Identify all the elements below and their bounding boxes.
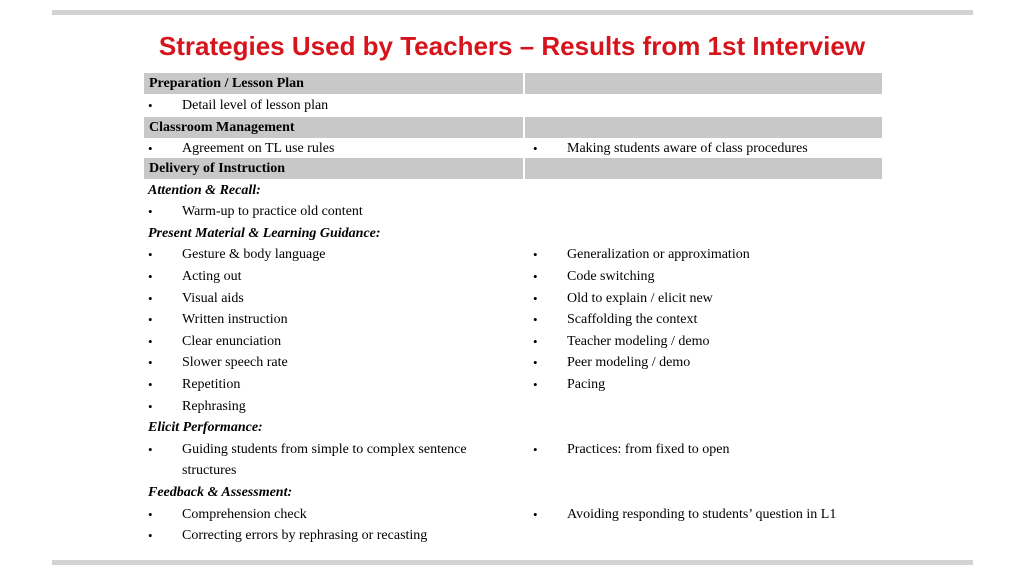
subheading-elicit-performance: Elicit Performance:	[148, 420, 263, 436]
table-row: • Guiding students from simple to complex sentence structures • Practices: from fixed to open	[144, 439, 882, 482]
bullet-icon: •	[148, 333, 153, 349]
bullet-icon: •	[533, 312, 538, 328]
table-row: • Rephrasing	[144, 396, 882, 418]
bullet-icon: •	[533, 441, 538, 457]
bullet-icon: •	[533, 290, 538, 306]
bullet-icon: •	[148, 441, 153, 457]
bullet-icon: •	[148, 290, 153, 306]
bullet-icon: •	[533, 355, 538, 371]
bullet-icon: •	[148, 398, 153, 414]
subheading-attention: Attention & Recall:	[148, 182, 261, 198]
bullet-icon: •	[148, 98, 153, 113]
bullet-icon: •	[148, 528, 153, 544]
table-row: • Clear enunciation • Teacher modeling / demo	[144, 331, 882, 353]
subheading-feedback-assessment: Feedback & Assessment:	[148, 484, 293, 500]
table-row: • Agreement on TL use rules • Making students aware of class procedures	[144, 139, 882, 158]
section-header-preparation: Preparation / Lesson Plan	[144, 73, 882, 95]
table-row: • Warm-up to practice old content	[144, 201, 882, 223]
bullet-icon: •	[533, 506, 538, 522]
section-header-classroom-management: Classroom Management	[144, 117, 882, 139]
bullet-icon: •	[533, 333, 538, 349]
table-row: • Visual aids • Old to explain / elicit new	[144, 288, 882, 310]
bullet-icon: •	[148, 140, 153, 156]
table-row: • Repetition • Pacing	[144, 374, 882, 396]
table-row: • Acting out • Code switching	[144, 266, 882, 288]
slide-title: Strategies Used by Teachers – Results from 1st Interview	[158, 31, 866, 61]
table-row: • Slower speech rate • Peer modeling / demo	[144, 352, 882, 374]
bullet-icon: •	[533, 247, 538, 263]
bottom-divider	[52, 560, 973, 565]
table-row: • Gesture & body language • Generalization or approximation	[144, 244, 882, 266]
bullet-icon: •	[533, 268, 538, 284]
bullet-icon: •	[148, 355, 153, 371]
bullet-icon: •	[148, 204, 153, 220]
subheading-present-material: Present Material & Learning Guidance:	[148, 225, 381, 241]
bullet-icon: •	[148, 247, 153, 263]
bullet-icon: •	[148, 506, 153, 522]
table-row: • Detail level of lesson plan	[144, 95, 882, 117]
bullet-icon: •	[148, 376, 153, 392]
section-header-delivery: Delivery of Instruction	[144, 158, 882, 180]
bullet-icon: •	[533, 376, 538, 392]
table-row: • Comprehension check • Avoiding responding to students’ question in L1	[144, 504, 882, 526]
bullet-icon: •	[533, 140, 538, 156]
strategies-table	[144, 73, 882, 547]
bullet-icon: •	[148, 312, 153, 328]
bullet-icon: •	[148, 268, 153, 284]
table-row: • Written instruction • Scaffolding the context	[144, 309, 882, 331]
top-divider	[52, 10, 973, 15]
table-row: • Correcting errors by rephrasing or recasting	[144, 525, 882, 547]
